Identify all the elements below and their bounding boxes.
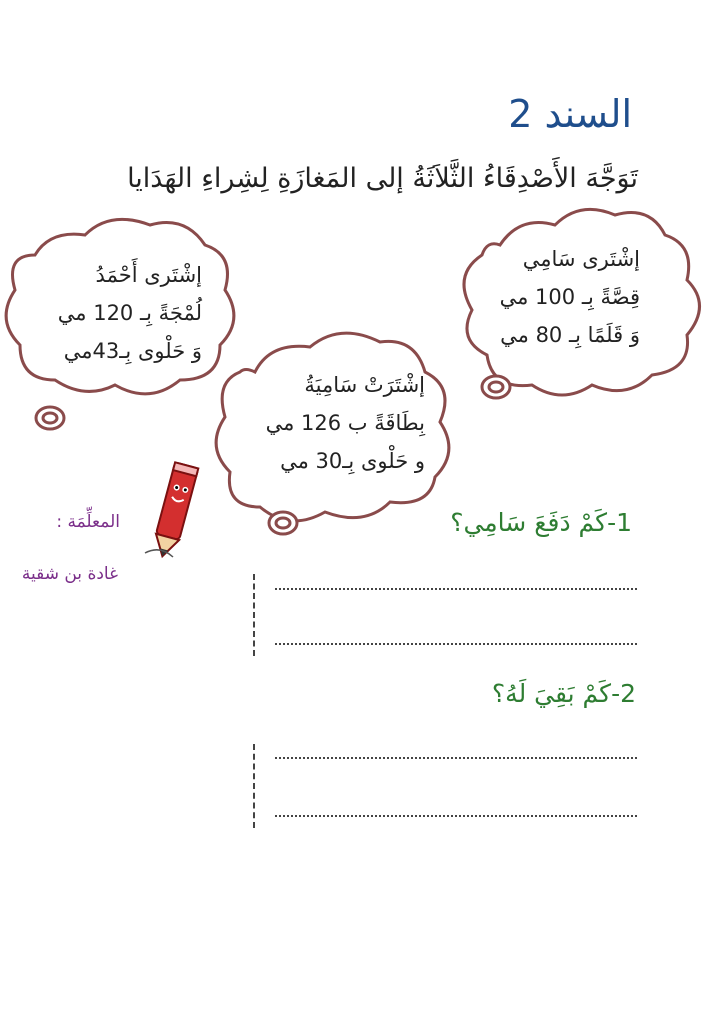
- bubble-sami: [500, 240, 640, 354]
- bubble-ahmed-line-1: إشْتَرى أَحْمَدُ: [95, 263, 202, 287]
- bubble-samia: [266, 366, 425, 480]
- bubble-sami-line-3: وَ قَلَمًا بِـ 80 مي: [500, 323, 640, 347]
- teacher-name: غادة بن شقية: [21, 564, 118, 584]
- answer-margin-1: [253, 574, 255, 656]
- answer-line-1a[interactable]: [275, 588, 637, 590]
- bubble-samia-line-1: إشْتَرَتْ سَامِيَةُ: [304, 373, 425, 397]
- answer-line-2a[interactable]: [275, 757, 637, 759]
- answer-margin-2: [253, 744, 255, 828]
- bubble-sami-line-2: قِصَّةً بِـ 100 مي: [499, 285, 640, 309]
- question-1: 1-كَمْ دَفَعَ سَامِي؟: [450, 508, 632, 537]
- page-title: السند 2: [508, 92, 632, 136]
- pencil-icon: [140, 458, 210, 568]
- bubble-ahmed-line-2: لُمْجَةً بِـ 120 مي: [57, 301, 202, 325]
- bubble-ahmed: [58, 256, 202, 370]
- answer-line-2b[interactable]: [275, 815, 637, 817]
- intro-sentence: تَوَجَّهَ الأَصْدِقَاءُ الثَّلاَثَةُ إلى المَغازَةِ لِشِراءِ الهَدَايا: [127, 163, 638, 194]
- teacher-label: المعلِّمَة :: [56, 512, 120, 532]
- question-2: 2-كَمْ بَقِيَ لَهُ؟: [491, 679, 636, 708]
- bubble-samia-line-3: و حَلْوى بِـ30 مي: [280, 449, 425, 473]
- bubble-sami-line-1: إشْتَرى سَامِي: [522, 247, 640, 271]
- bubble-samia-line-2: بِطَاقَةً ب 126 مي: [265, 411, 425, 435]
- answer-line-1b[interactable]: [275, 643, 637, 645]
- bubble-ahmed-line-3: وَ حَلْوى بِـ43مي: [63, 339, 202, 363]
